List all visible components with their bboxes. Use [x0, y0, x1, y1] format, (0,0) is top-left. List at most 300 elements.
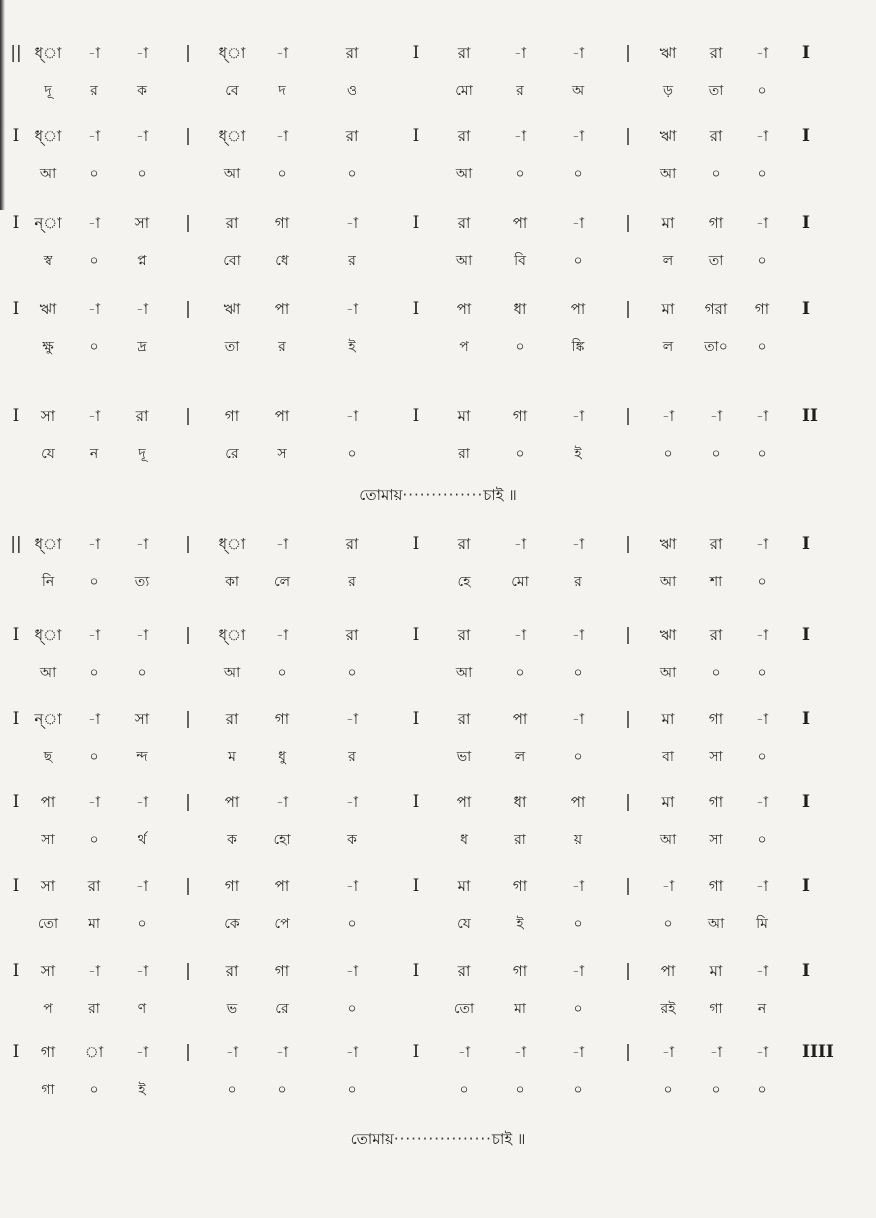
barline: I — [412, 126, 420, 146]
lyric-syllable: ০ — [347, 166, 357, 182]
lyric-syllable: ক — [347, 832, 357, 848]
barline: | — [625, 961, 631, 981]
note: গা — [708, 793, 724, 811]
note: পা — [570, 793, 586, 811]
note: ঋা — [223, 300, 241, 318]
lyric-syllable: র — [90, 83, 98, 99]
lyric-syllable: ০ — [89, 166, 99, 182]
barline: | — [185, 406, 191, 426]
lyric-syllable: ০ — [89, 832, 99, 848]
note: -া — [345, 300, 359, 318]
notes-line — [0, 125, 876, 147]
barline: I — [412, 1042, 420, 1062]
notes-line — [0, 1041, 876, 1063]
note: রা — [457, 710, 471, 728]
note: মা — [661, 793, 675, 811]
note: -া — [457, 1043, 471, 1061]
lyric-syllable: ০ — [757, 253, 767, 269]
lyric-syllable: ০ — [89, 665, 99, 681]
barline: | — [625, 126, 631, 146]
note: ধা — [513, 793, 527, 811]
note: রা — [225, 710, 239, 728]
lyric-syllable: ণ — [137, 1001, 147, 1017]
lyric-syllable: ক — [137, 83, 147, 99]
note: মা — [709, 962, 723, 980]
lyric-syllable: আ — [659, 665, 677, 681]
lyrics-line — [0, 443, 876, 465]
lyric-syllable: ০ — [711, 446, 721, 462]
barline: I — [802, 126, 810, 146]
lyric-syllable: তা — [224, 339, 240, 355]
note: -া — [87, 535, 101, 553]
barline: | — [185, 43, 191, 63]
barline: I — [12, 299, 20, 319]
lyric-syllable: ০ — [227, 1082, 237, 1098]
caption-dots: ·············· — [402, 486, 484, 504]
note: গা — [274, 214, 290, 232]
caption-dots: ················· — [393, 1130, 492, 1148]
lyric-syllable: তো — [453, 1001, 475, 1017]
note: রা — [345, 535, 359, 553]
barline: I — [412, 534, 420, 554]
note: সা — [134, 710, 150, 728]
barline: I — [412, 213, 420, 233]
barline: | — [625, 876, 631, 896]
lyric-syllable: ০ — [711, 166, 721, 182]
lyric-syllable: বা — [662, 749, 674, 765]
lyric-syllable: যে — [41, 446, 55, 462]
note: -া — [87, 710, 101, 728]
note: -া — [571, 44, 585, 62]
barline: | — [185, 961, 191, 981]
note: ঋা — [659, 626, 677, 644]
barline: | — [185, 1042, 191, 1062]
barline: I — [412, 406, 420, 426]
note: ধ্া — [218, 626, 246, 644]
note: -া — [755, 407, 769, 425]
lyric-syllable: ০ — [347, 446, 357, 462]
lyric-syllable: রে — [225, 446, 239, 462]
lyric-syllable: যে — [457, 916, 471, 932]
lyric-syllable: ধ — [460, 832, 468, 848]
lyric-syllable: ০ — [573, 749, 583, 765]
lyric-syllable: ০ — [573, 916, 583, 932]
barline: I — [802, 792, 810, 812]
note: -া — [345, 1043, 359, 1061]
lyric-syllable: আ — [455, 253, 473, 269]
lyric-syllable: তা — [708, 253, 724, 269]
lyric-syllable: র — [348, 253, 356, 269]
note: -া — [225, 1043, 239, 1061]
lyrics-line — [0, 336, 876, 358]
note: রা — [457, 127, 471, 145]
lyric-syllable: বি — [514, 253, 526, 269]
note: সা — [40, 407, 56, 425]
note: গা — [274, 710, 290, 728]
barline: I — [802, 625, 810, 645]
lyric-syllable: ই — [348, 339, 356, 355]
note: -া — [571, 710, 585, 728]
note: রা — [345, 626, 359, 644]
note: পা — [512, 214, 528, 232]
note: -া — [571, 962, 585, 980]
lyric-syllable: দ্র — [137, 339, 147, 355]
note: পা — [224, 793, 240, 811]
lyric-syllable: ধে — [275, 253, 289, 269]
lyric-syllable: ০ — [757, 749, 767, 765]
note: -া — [135, 877, 149, 895]
lyric-syllable: ক — [227, 832, 237, 848]
barline: | — [625, 299, 631, 319]
notes-line — [0, 405, 876, 427]
lyrics-line — [0, 913, 876, 935]
lyric-syllable: আ — [659, 166, 677, 182]
lyric-syllable: শা — [709, 574, 723, 590]
lyric-syllable: ০ — [515, 446, 525, 462]
lyric-syllable: ০ — [277, 1082, 287, 1098]
lyric-syllable: প — [43, 1001, 53, 1017]
note: -া — [87, 407, 101, 425]
lyric-syllable: ই — [516, 916, 524, 932]
lyric-syllable: র — [516, 83, 524, 99]
lyric-syllable: আ — [39, 166, 57, 182]
note: -া — [709, 407, 723, 425]
note: -া — [345, 793, 359, 811]
note: গা — [754, 300, 770, 318]
barline: I — [412, 625, 420, 645]
lyric-syllable: ০ — [137, 166, 147, 182]
note: গা — [512, 962, 528, 980]
note: া — [84, 1043, 104, 1061]
note: -া — [345, 407, 359, 425]
lyric-syllable: লে — [273, 574, 291, 590]
note: -া — [275, 1043, 289, 1061]
note: -া — [571, 877, 585, 895]
lyric-syllable: ভ — [226, 1001, 238, 1017]
barline: | — [625, 625, 631, 645]
note: -া — [755, 962, 769, 980]
refrain-caption — [0, 483, 876, 507]
lyric-syllable: পে — [274, 916, 290, 932]
lyric-syllable: ০ — [137, 916, 147, 932]
notes-line — [0, 298, 876, 320]
note: -া — [513, 44, 527, 62]
lyric-syllable: ০ — [757, 339, 767, 355]
barline: I — [802, 299, 810, 319]
lyric-syllable: ০ — [757, 665, 767, 681]
barline: | — [185, 709, 191, 729]
lyric-syllable: ছ — [43, 749, 53, 765]
note: -া — [87, 44, 101, 62]
lyric-syllable: তা — [708, 83, 724, 99]
note: ধ্া — [34, 127, 62, 145]
barline: I — [12, 406, 20, 426]
barline: I — [802, 534, 810, 554]
barline: | — [185, 299, 191, 319]
note: -া — [135, 626, 149, 644]
barline: | — [625, 709, 631, 729]
lyric-syllable: গা — [41, 1082, 55, 1098]
barline: | — [625, 534, 631, 554]
barline: IIII — [802, 1042, 834, 1062]
barline: I — [412, 299, 420, 319]
barline: I — [12, 126, 20, 146]
note: গা — [512, 877, 528, 895]
barline: | — [185, 213, 191, 233]
note: রা — [345, 127, 359, 145]
notes-line — [0, 875, 876, 897]
lyric-syllable: অ — [571, 83, 585, 99]
lyric-syllable: ০ — [663, 916, 673, 932]
lyric-syllable: মো — [511, 574, 529, 590]
note: গা — [224, 877, 240, 895]
note: ঋা — [39, 300, 57, 318]
note: পা — [40, 793, 56, 811]
lyric-syllable: ০ — [711, 665, 721, 681]
lyric-syllable: র্থ — [137, 832, 147, 848]
note: রা — [225, 214, 239, 232]
note: -া — [87, 214, 101, 232]
lyric-syllable: রা — [514, 832, 526, 848]
lyric-syllable: নি — [41, 574, 55, 590]
note: -া — [571, 127, 585, 145]
lyric-syllable: রই — [660, 1001, 676, 1017]
note: -া — [135, 1043, 149, 1061]
lyric-syllable: র — [348, 749, 356, 765]
lyric-syllable: ০ — [515, 665, 525, 681]
caption-right: চাই ॥ — [491, 1130, 526, 1148]
lyric-syllable: আ — [223, 166, 241, 182]
note: -া — [513, 535, 527, 553]
note: রা — [709, 535, 723, 553]
note: -া — [755, 710, 769, 728]
lyrics-line — [0, 998, 876, 1020]
barline: I — [12, 625, 20, 645]
lyric-syllable: ০ — [573, 1082, 583, 1098]
barline: I — [12, 792, 20, 812]
lyric-syllable: ০ — [277, 665, 287, 681]
lyric-syllable: সা — [41, 832, 55, 848]
note: রা — [87, 877, 101, 895]
note: পা — [274, 407, 290, 425]
note: পা — [456, 793, 472, 811]
lyric-syllable: ভা — [456, 749, 472, 765]
barline: I — [412, 43, 420, 63]
lyric-syllable: মা — [514, 1001, 526, 1017]
note: -া — [571, 214, 585, 232]
barline: | — [625, 43, 631, 63]
lyric-syllable: তা০ — [704, 339, 728, 355]
note: গা — [708, 214, 724, 232]
lyric-syllable: গা — [709, 1001, 723, 1017]
lyric-syllable: স — [277, 446, 287, 462]
note: -া — [513, 626, 527, 644]
note: -া — [755, 793, 769, 811]
barline: | — [625, 213, 631, 233]
lyric-syllable: ০ — [573, 166, 583, 182]
note: পা — [512, 710, 528, 728]
lyric-syllable: ০ — [663, 1082, 673, 1098]
lyric-syllable: সা — [709, 832, 723, 848]
note: -া — [755, 535, 769, 553]
note: ধ্া — [34, 535, 62, 553]
lyric-syllable: ০ — [89, 1082, 99, 1098]
lyric-syllable: ০ — [89, 339, 99, 355]
note: -া — [135, 962, 149, 980]
note: ধ্া — [218, 44, 246, 62]
note: ন্া — [34, 710, 62, 728]
barline: I — [802, 43, 810, 63]
lyric-syllable: র — [574, 574, 582, 590]
note: গা — [708, 877, 724, 895]
lyric-syllable: ন — [757, 1001, 767, 1017]
note: রা — [345, 44, 359, 62]
barline: I — [802, 213, 810, 233]
note: রা — [457, 535, 471, 553]
lyrics-line — [0, 250, 876, 272]
note: গরা — [704, 300, 728, 318]
lyric-syllable: আ — [39, 665, 57, 681]
note: ঋা — [659, 535, 677, 553]
note: গা — [224, 407, 240, 425]
lyric-syllable: ০ — [757, 166, 767, 182]
note: -া — [275, 44, 289, 62]
note: -া — [345, 710, 359, 728]
lyric-syllable: ম — [228, 749, 236, 765]
note: -া — [709, 1043, 723, 1061]
note: -া — [513, 1043, 527, 1061]
note: রা — [709, 127, 723, 145]
note: -া — [135, 793, 149, 811]
lyric-syllable: ০ — [515, 339, 525, 355]
note: -া — [661, 407, 675, 425]
lyric-syllable: হে — [457, 574, 471, 590]
note: রা — [457, 214, 471, 232]
lyric-syllable: হো — [273, 832, 291, 848]
note: গা — [40, 1043, 56, 1061]
note: -া — [345, 962, 359, 980]
lyric-syllable: ০ — [573, 1001, 583, 1017]
note: পা — [274, 300, 290, 318]
lyric-syllable: ই — [138, 1082, 146, 1098]
lyrics-line — [0, 829, 876, 851]
notes-line — [0, 533, 876, 555]
barline: | — [625, 792, 631, 812]
barline: | — [185, 876, 191, 896]
note: -া — [87, 127, 101, 145]
note: -া — [87, 793, 101, 811]
lyric-syllable: ০ — [757, 832, 767, 848]
lyric-syllable: ই — [574, 446, 582, 462]
note: -া — [513, 127, 527, 145]
note: ঋা — [659, 44, 677, 62]
note: মা — [661, 300, 675, 318]
note: রা — [709, 44, 723, 62]
lyric-syllable: দ — [278, 83, 286, 99]
note: সা — [40, 962, 56, 980]
note: -া — [755, 214, 769, 232]
note: মা — [661, 214, 675, 232]
lyric-syllable: রে — [275, 1001, 289, 1017]
lyric-syllable: ল — [514, 749, 526, 765]
note: ধ্া — [34, 44, 62, 62]
lyric-syllable: ০ — [347, 916, 357, 932]
note: ধ্া — [218, 535, 246, 553]
caption-left: তোমায় — [350, 1130, 394, 1148]
note: -া — [661, 1043, 675, 1061]
note: রা — [457, 962, 471, 980]
lyric-syllable: ০ — [347, 665, 357, 681]
refrain-caption — [0, 1127, 876, 1151]
barline: I — [12, 876, 20, 896]
lyric-syllable: ন — [89, 446, 99, 462]
lyric-syllable: দূ — [138, 446, 146, 462]
lyrics-line — [0, 746, 876, 768]
lyric-syllable: ধু — [278, 749, 286, 765]
note: -া — [755, 1043, 769, 1061]
lyric-syllable: বে — [225, 83, 239, 99]
lyric-syllable: আ — [455, 665, 473, 681]
barline: I — [802, 876, 810, 896]
lyric-syllable: ০ — [137, 665, 147, 681]
note: ধ্া — [34, 626, 62, 644]
lyric-syllable: মা — [88, 916, 100, 932]
lyric-syllable: ও — [346, 83, 358, 99]
lyric-syllable: প্ন — [137, 253, 147, 269]
note: -া — [345, 877, 359, 895]
lyric-syllable: স্ব — [43, 253, 53, 269]
lyric-syllable: ০ — [757, 1082, 767, 1098]
lyric-syllable: আ — [659, 574, 677, 590]
barline: | — [185, 625, 191, 645]
lyric-syllable: আ — [455, 166, 473, 182]
note: -া — [755, 626, 769, 644]
lyric-syllable: য় — [573, 832, 583, 848]
caption-left: তোমায় — [359, 486, 403, 504]
lyric-syllable: রা — [88, 1001, 100, 1017]
barline: I — [412, 792, 420, 812]
barline: | — [185, 792, 191, 812]
lyric-syllable: আ — [707, 916, 725, 932]
lyrics-line — [0, 80, 876, 102]
lyric-syllable: ০ — [89, 574, 99, 590]
lyric-syllable: ০ — [347, 1001, 357, 1017]
barline: I — [412, 961, 420, 981]
note: -া — [135, 535, 149, 553]
note: -া — [571, 626, 585, 644]
note: -া — [135, 300, 149, 318]
note: -া — [571, 1043, 585, 1061]
note: -া — [275, 793, 289, 811]
note: -া — [135, 127, 149, 145]
lyric-syllable: ০ — [757, 446, 767, 462]
lyric-syllable: ০ — [757, 83, 767, 99]
lyric-syllable: ০ — [89, 253, 99, 269]
barline: II — [802, 406, 818, 426]
barline: I — [412, 876, 420, 896]
lyric-syllable: ল — [662, 253, 674, 269]
lyric-syllable: র — [348, 574, 356, 590]
note: -া — [345, 214, 359, 232]
lyrics-line — [0, 571, 876, 593]
lyric-syllable: ল — [662, 339, 674, 355]
lyric-syllable: ০ — [573, 253, 583, 269]
note: -া — [661, 877, 675, 895]
lyric-syllable: ০ — [89, 749, 99, 765]
notes-line — [0, 960, 876, 982]
barline: I — [412, 709, 420, 729]
barline: I — [12, 1042, 20, 1062]
